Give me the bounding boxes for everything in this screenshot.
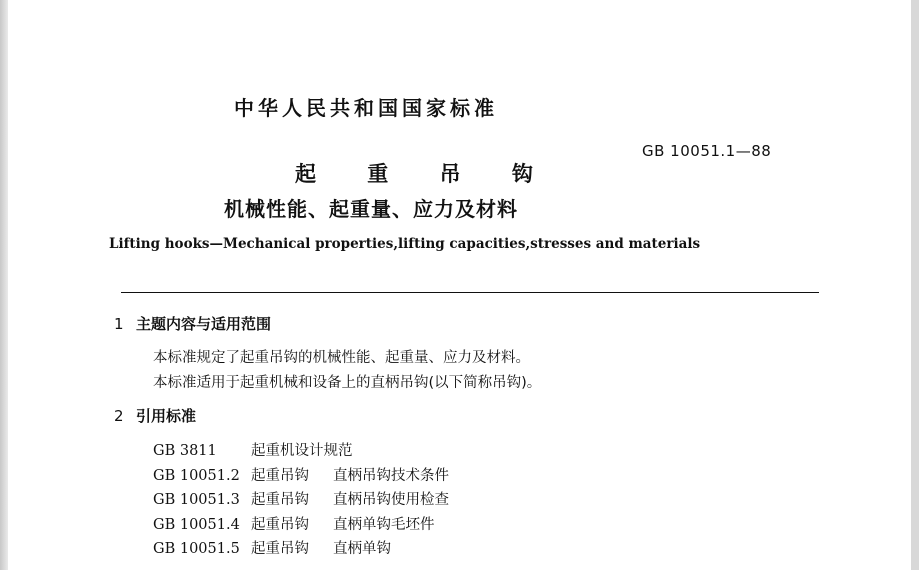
reference-title: 起重吊钩 xyxy=(251,492,309,508)
reference-list xyxy=(153,439,449,562)
list-item xyxy=(153,537,449,562)
reference-title: 起重吊钩 xyxy=(251,541,309,557)
english-title: Lifting hooks—Mechanical properties,lifting capacities,stresses and materials xyxy=(109,236,701,252)
list-item xyxy=(153,464,449,489)
reference-code: GB 10051.4 xyxy=(153,516,240,533)
national-standard-heading: 中华人民共和国国家标准 xyxy=(234,96,498,120)
list-item xyxy=(153,513,449,538)
section-1-heading xyxy=(114,313,271,334)
section-1-paragraph: 本标准规定了起重吊钩的机械性能、起重量、应力及材料。 xyxy=(153,350,530,366)
viewer-left-edge xyxy=(0,0,8,570)
reference-title: 起重机设计规范 xyxy=(251,443,353,459)
reference-subtitle: 直柄吊钩技术条件 xyxy=(333,467,449,484)
reference-code: GB 10051.2 xyxy=(153,467,240,484)
document-page xyxy=(8,0,911,570)
list-item xyxy=(153,439,449,464)
section-number: 1 xyxy=(114,315,124,333)
section-1-paragraph: 本标准适用于起重机械和设备上的直柄吊钩(以下简称吊钩)。 xyxy=(153,375,542,391)
reference-subtitle: 直柄吊钩使用检查 xyxy=(333,492,449,508)
reference-title: 起重吊钩 xyxy=(251,467,309,484)
document-subtitle: 机械性能、起重量、应力及材料 xyxy=(224,197,518,221)
standard-number: GB 10051.1—88 xyxy=(642,142,772,160)
reference-subtitle: 直柄单钩 xyxy=(333,541,391,557)
title-divider xyxy=(121,292,819,293)
reference-code: GB 10051.5 xyxy=(153,541,240,557)
list-item xyxy=(153,488,449,513)
reference-code: GB 10051.3 xyxy=(153,492,240,508)
section-2-heading xyxy=(114,405,196,426)
section-title: 主题内容与适用范围 xyxy=(136,315,272,333)
reference-title: 起重吊钩 xyxy=(251,516,309,533)
reference-subtitle: 直柄单钩毛坯件 xyxy=(333,516,435,533)
section-number: 2 xyxy=(114,407,124,425)
section-title: 引用标准 xyxy=(136,407,197,425)
reference-code: GB 3811 xyxy=(153,443,217,459)
document-title: 起 重 吊 钩 xyxy=(295,162,555,186)
